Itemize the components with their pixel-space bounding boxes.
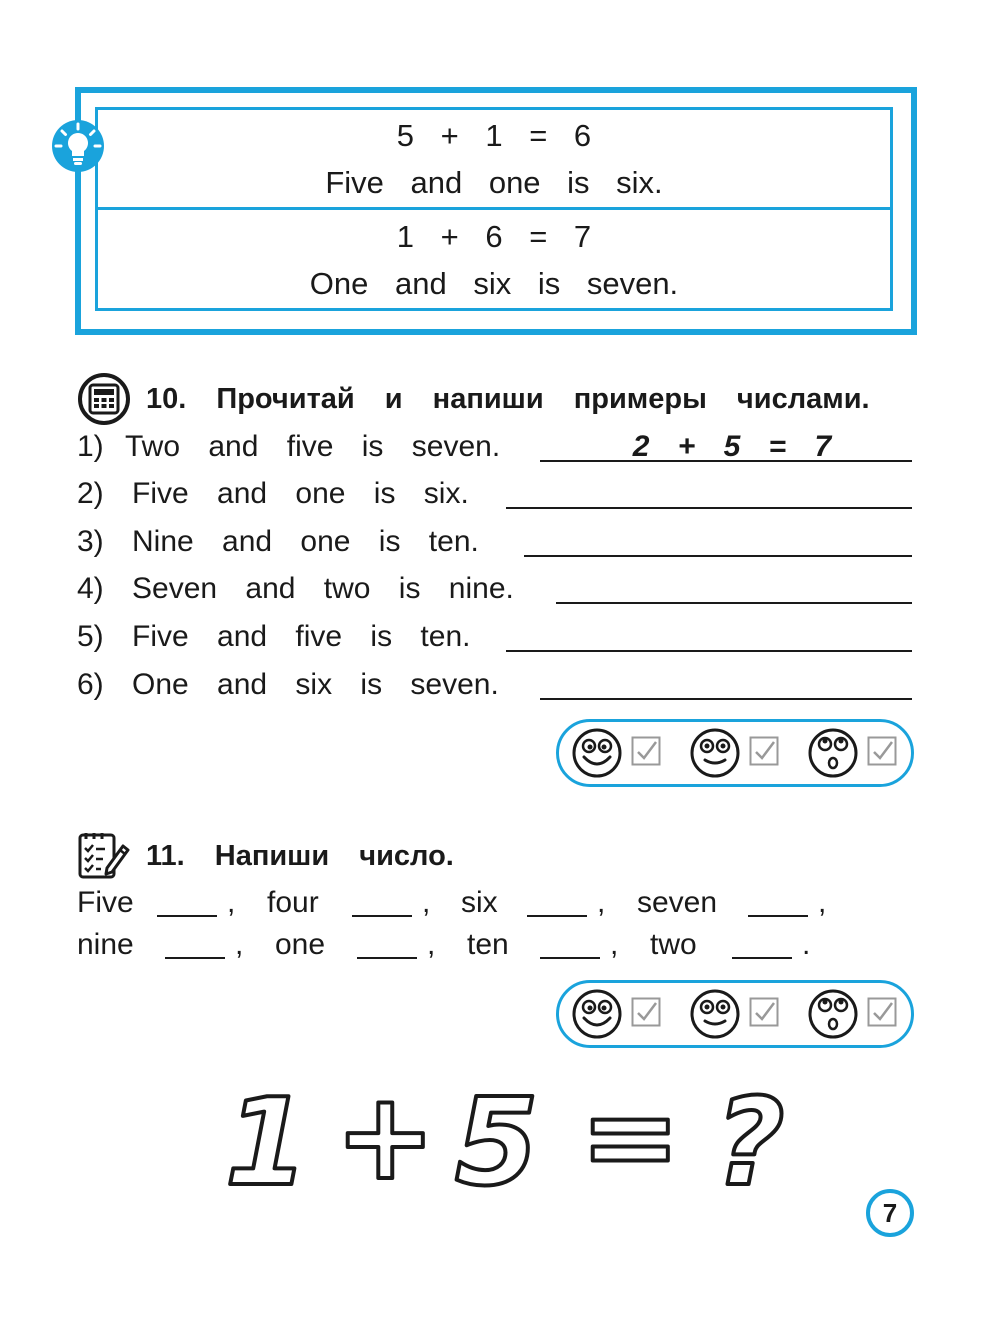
answer-line[interactable] [506, 650, 912, 652]
exercise11-title: 11. Напиши число. [146, 840, 454, 872]
number-blank[interactable] [352, 915, 412, 917]
exercise10-row-5 [77, 617, 912, 657]
calculator-icon [77, 372, 131, 426]
confused-face-icon [807, 727, 859, 779]
notepad-pencil-icon [77, 830, 131, 880]
word-seven: seven [637, 886, 718, 919]
item-sentence: Seven and two is nine. [132, 572, 514, 605]
number-blank[interactable] [748, 915, 808, 917]
example1-equation: 5 + 1 = 6 [396, 118, 592, 153]
checkbox-happy[interactable] [631, 997, 661, 1027]
word-ten: ten [467, 928, 509, 961]
checkbox-neutral[interactable] [749, 997, 779, 1027]
item-sentence: Five and one is six. [132, 477, 469, 510]
comma: , [818, 886, 827, 919]
comma: , [610, 928, 619, 961]
happy-face-icon [571, 727, 623, 779]
period: . [802, 928, 811, 961]
answer-line[interactable] [506, 507, 912, 509]
self-assessment-2 [556, 980, 914, 1048]
number-blank[interactable] [157, 915, 217, 917]
equation-equals: = [580, 1080, 681, 1200]
checkbox-neutral[interactable] [749, 736, 779, 766]
item-number: 2) [77, 477, 104, 510]
comma: , [227, 886, 236, 919]
number-blank[interactable] [357, 957, 417, 959]
comma: , [422, 886, 431, 919]
exercise10-row-1 [77, 427, 912, 467]
equation-digit-one: 1 [225, 1080, 309, 1200]
number-blank[interactable] [732, 957, 792, 959]
comma: , [597, 886, 606, 919]
answer-example: 2 + 5 = 7 [632, 430, 832, 463]
answer-line[interactable] [556, 602, 912, 604]
example2-equation: 1 + 6 = 7 [396, 219, 592, 254]
outline-equation [220, 1080, 800, 1200]
exercise10-row-3 [77, 522, 912, 562]
number-blank[interactable] [527, 915, 587, 917]
word-nine: nine [77, 928, 134, 961]
equation-digit-five: 5 [455, 1080, 539, 1200]
item-sentence: One and six is seven. [132, 668, 499, 701]
neutral-face-icon [689, 988, 741, 1040]
exercise10-row-2 [77, 474, 912, 514]
happy-face-icon [571, 988, 623, 1040]
item-sentence: Two and five is seven. [125, 430, 501, 463]
example-box-divider [95, 207, 893, 210]
number-blank[interactable] [165, 957, 225, 959]
self-assessment-1 [556, 719, 914, 787]
page-number: 7 [866, 1189, 914, 1237]
word-five: Five [77, 886, 134, 919]
checkbox-confused[interactable] [867, 736, 897, 766]
item-number: 1) [77, 430, 104, 463]
item-number: 4) [77, 572, 104, 605]
comma: , [427, 928, 436, 961]
example1-sentence: Five and one is six. [325, 165, 663, 200]
item-sentence: Nine and one is ten. [132, 525, 479, 558]
confused-face-icon [807, 988, 859, 1040]
checkbox-happy[interactable] [631, 736, 661, 766]
item-number: 3) [77, 525, 104, 558]
word-two: two [650, 928, 697, 961]
answer-line[interactable] [540, 698, 912, 700]
item-number: 6) [77, 668, 104, 701]
checkbox-confused[interactable] [867, 997, 897, 1027]
example2-sentence: One and six is seven. [309, 266, 679, 301]
item-number: 5) [77, 620, 104, 653]
number-blank[interactable] [540, 957, 600, 959]
word-four: four [267, 886, 319, 919]
item-sentence: Five and five is ten. [132, 620, 471, 653]
answer-line[interactable] [524, 555, 912, 557]
neutral-face-icon [689, 727, 741, 779]
equation-plus: + [335, 1080, 436, 1200]
comma: , [235, 928, 244, 961]
equation-question-mark: ? [715, 1080, 785, 1200]
word-six: six [461, 886, 498, 919]
exercise10-row-4 [77, 569, 912, 609]
exercise10-title: 10. Прочитай и напиши примеры числами. [146, 383, 870, 415]
word-one: one [275, 928, 326, 961]
exercise10-row-6 [77, 665, 912, 705]
